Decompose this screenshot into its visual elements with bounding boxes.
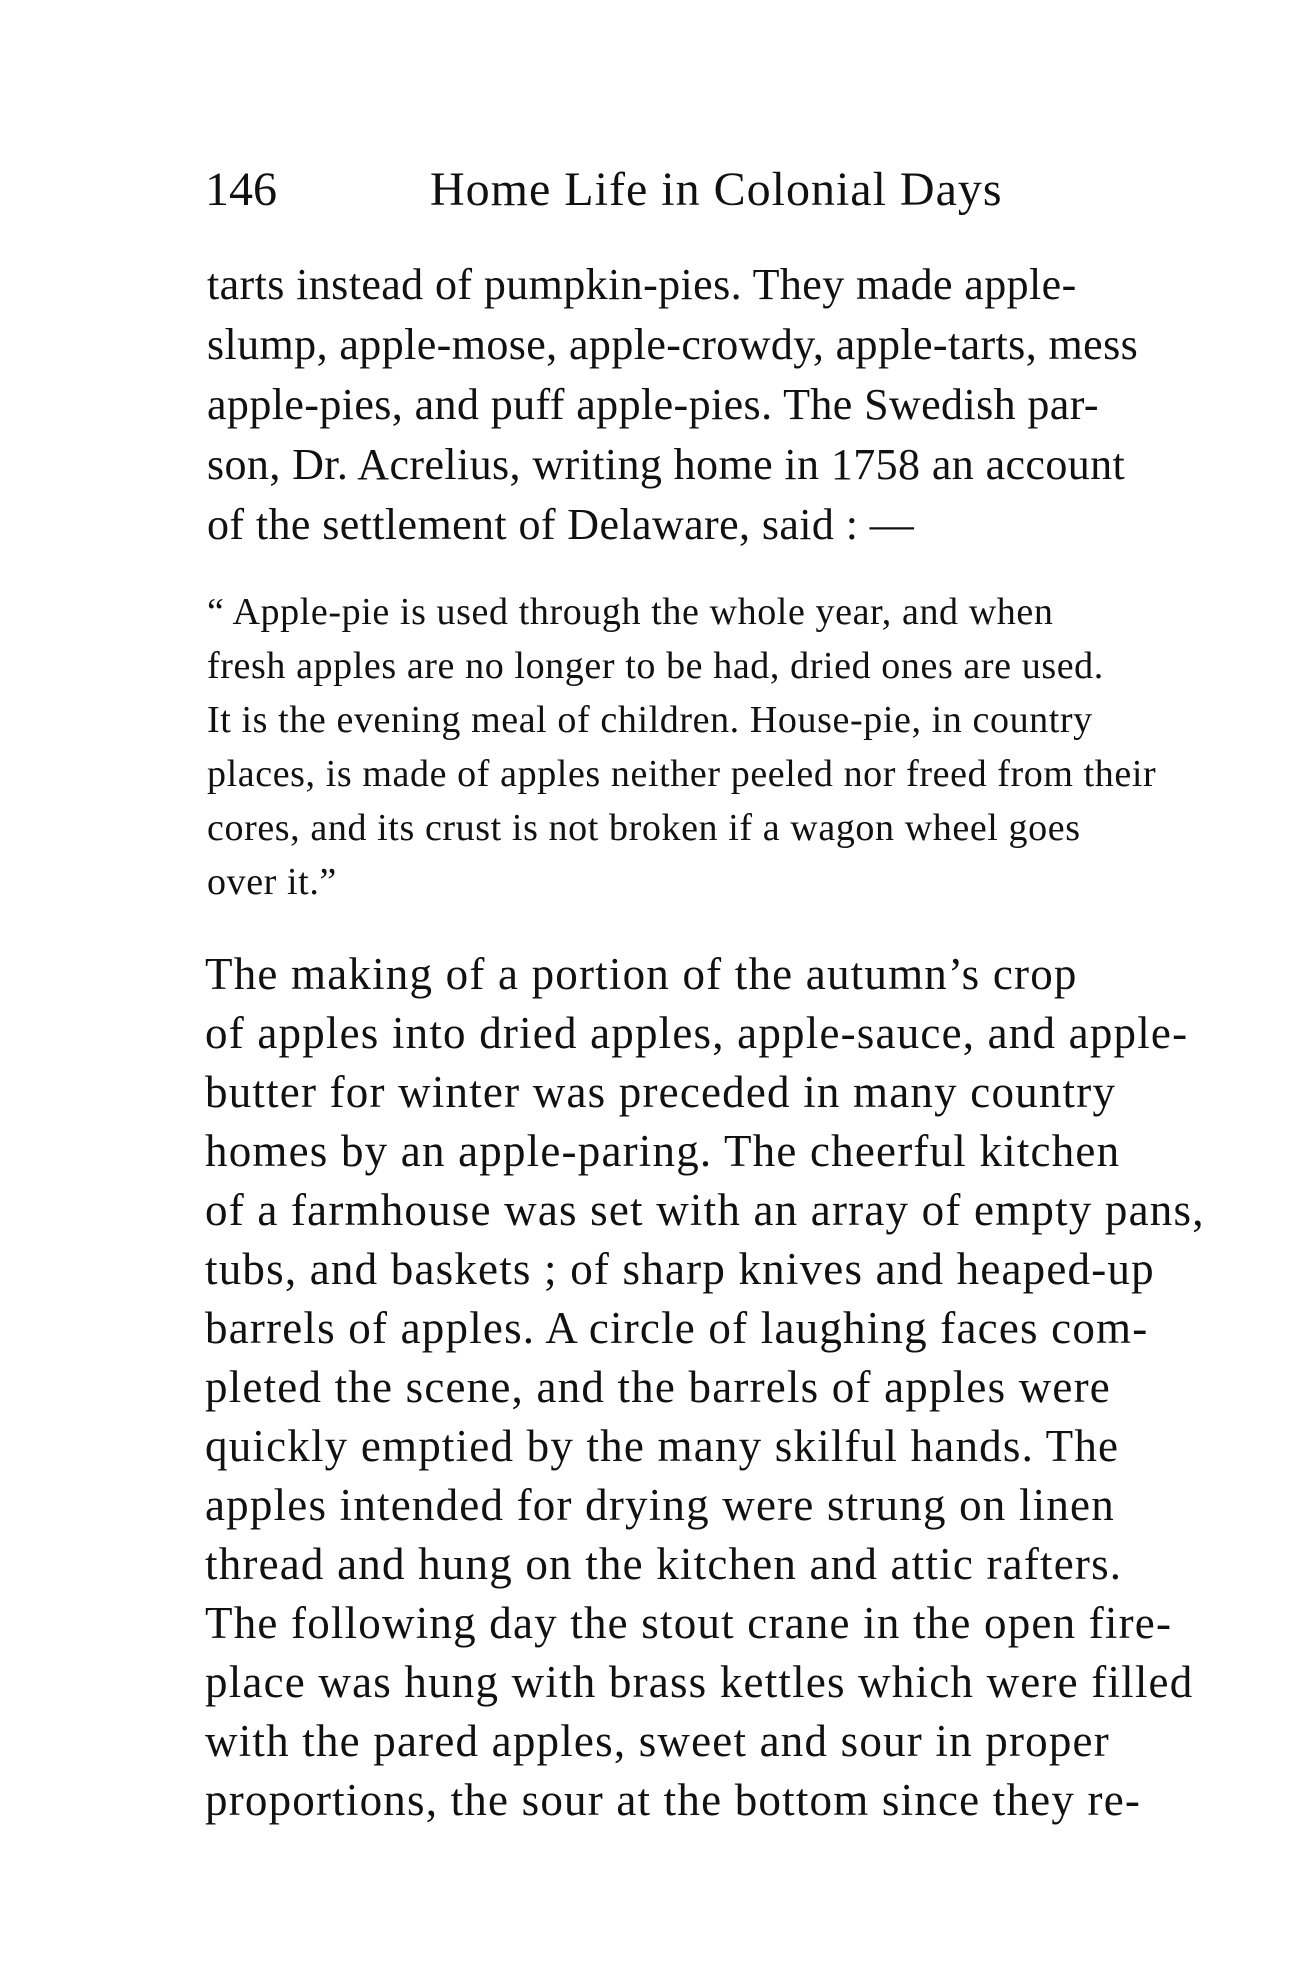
text-line: barrels of apples. A circle of laughing faces com- bbox=[205, 1303, 1149, 1353]
text-line: pleted the scene, and the barrels of apples were bbox=[205, 1362, 1111, 1412]
block-quotation bbox=[207, 585, 1277, 909]
text-line: slump, apple-mose, apple-crowdy, apple-tarts, mess bbox=[207, 320, 1139, 369]
paragraph-1 bbox=[207, 255, 1277, 555]
quote-line: fresh apples are no longer to be had, dried ones are used. bbox=[207, 645, 1104, 687]
quote-line: It is the evening meal of children. House-pie, in country bbox=[207, 699, 1093, 741]
quote-line: “ Apple-pie is used through the whole year, and when bbox=[207, 591, 1054, 633]
text-line: The making of a portion of the autumn’s crop bbox=[205, 949, 1078, 999]
page-number: 146 bbox=[205, 163, 277, 216]
paragraph-2 bbox=[205, 945, 1275, 1830]
text-line: apple-pies, and puff apple-pies. The Swedish par- bbox=[207, 380, 1099, 429]
text-line: of apples into dried apples, apple-sauce, and apple- bbox=[205, 1008, 1189, 1058]
text-line: tarts instead of pumpkin-pies. They made apple- bbox=[207, 260, 1077, 309]
quote-line: places, is made of apples neither peeled nor freed from their bbox=[207, 753, 1157, 795]
text-line: The following day the stout crane in the open fire- bbox=[205, 1598, 1173, 1648]
text-line: son, Dr. Acrelius, writing home in 1758 an account bbox=[207, 440, 1126, 489]
text-line: apples intended for drying were strung on linen bbox=[205, 1480, 1115, 1530]
text-line: of a farmhouse was set with an array of empty pans, bbox=[205, 1185, 1205, 1235]
quote-line: over it.” bbox=[207, 861, 337, 903]
quote-line: cores, and its crust is not broken if a wagon wheel goes bbox=[207, 807, 1081, 849]
text-line: butter for winter was preceded in many country bbox=[205, 1067, 1117, 1117]
text-line: homes by an apple-paring. The cheerful kitchen bbox=[205, 1126, 1121, 1176]
text-line: tubs, and baskets ; of sharp knives and heaped-up bbox=[205, 1244, 1155, 1294]
text-line: of the settlement of Delaware, said : — bbox=[207, 500, 915, 549]
text-line: place was hung with brass kettles which were filled bbox=[205, 1657, 1194, 1707]
text-line: quickly emptied by the many skilful hands. The bbox=[205, 1421, 1120, 1471]
running-title: Home Life in Colonial Days bbox=[430, 163, 1003, 216]
text-line: with the pared apples, sweet and sour in proper bbox=[205, 1716, 1110, 1766]
text-line: proportions, the sour at the bottom since they re- bbox=[205, 1775, 1142, 1825]
running-head bbox=[205, 160, 1065, 220]
text-line: thread and hung on the kitchen and attic rafters. bbox=[205, 1539, 1123, 1589]
